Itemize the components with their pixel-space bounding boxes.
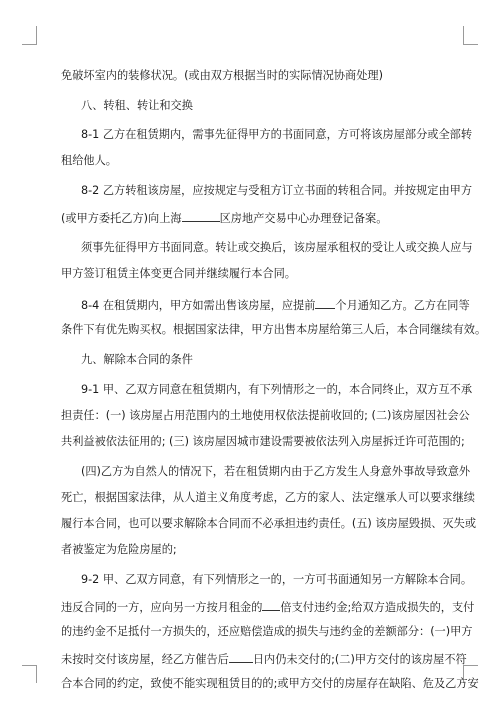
text-line: 条件下有优先购买权。根据国家法律，甲方出售本房屋给第三人后，本合同继续有效。	[61, 323, 487, 336]
text-line: 履行本合同，也可以要求解除本合同而不必承担违约责任。(五) 该房屋毁损、灭失或	[61, 517, 477, 530]
text-line: 死亡，根据国家法律，从人道主义角度考虑，乙方的家人、法定继承人可以要求继续	[61, 491, 475, 504]
blank-days	[229, 651, 253, 663]
text-line	[61, 210, 439, 226]
text-segment: 违反合同的一方，应向另一方按月租金的	[61, 601, 263, 614]
text-segment: 个月通知乙方。乙方在同等	[335, 299, 470, 312]
text-line: (四)乙方为自然人的情况下，若在租赁期内由于乙方发生人身意外事故导致意外	[81, 465, 471, 478]
text-line: 者被鉴定为危险房屋的;	[61, 543, 177, 556]
text-segment: 未按时交付该房屋，经乙方催告后	[61, 653, 229, 666]
text-segment: 日内仍未交付的;(二)甲方交付的该房屋不符	[252, 653, 467, 666]
text-segment: 8-4 在租赁期内，甲方如需出售该房屋，应提前	[81, 299, 316, 312]
text-segment: 区房地产交易中心办理登记备案。	[219, 212, 388, 225]
blank-months	[315, 297, 335, 309]
text-line: 8-1 乙方在租赁期内，需事先征得甲方的书面同意，方可将该房屋部分或全部转	[81, 128, 473, 141]
text-line: 共利益被依法征用的; (三) 该房屋因城市建设需要被依法列入房屋拆迁许可范围的;	[61, 435, 465, 448]
text-line: 租给他人。	[61, 154, 117, 167]
blank-multiple	[262, 599, 280, 611]
text-line	[61, 599, 475, 615]
text-segment: 倍支付违约金;给双方造成损失的，支付	[280, 601, 475, 614]
text-line: 甲方签订租赁主体变更合同并继续履行本合同。	[61, 267, 296, 280]
text-line: 8-2 乙方转租该房屋，应按规定与受租方订立书面的转租合同。并按规定由甲方	[81, 184, 473, 197]
text-line: 9-1 甲、乙双方同意在租赁期内，有下列情形之一的，本合同终止，双方互不承	[81, 383, 473, 396]
blank-district	[182, 210, 220, 222]
section-heading-8: 八、转租、转让和交换	[81, 99, 193, 112]
text-line: 免破坏室内的装修状况。(或由双方根据当时的实际情况协商处理)	[61, 69, 383, 82]
text-line: 须事先征得甲方书面同意。转让或交换后，该房屋承租权的受让人或交换人应与	[81, 241, 473, 254]
text-segment: (或甲方委托乙方)向上海	[61, 212, 182, 225]
text-line: 合本合同的约定，致使不能实现租赁目的的;或甲方交付的房屋存在缺陷、危及乙方安	[61, 677, 479, 690]
text-line	[81, 297, 470, 313]
text-line: 的违约金不足抵付一方损失的，还应赔偿造成的损失与违约金的差额部分：(一)甲方	[61, 625, 473, 638]
text-line: 担责任：(一) 该房屋占用范围内的土地使用权依法提前收回的; (二)该房屋因社会公	[61, 409, 470, 422]
text-line	[61, 651, 467, 667]
section-heading-9: 九、解除本合同的条件	[81, 353, 193, 366]
text-line: 9-2 甲、乙双方同意，有下列情形之一的，一方可书面通知另一方解除本合同。	[81, 573, 473, 586]
